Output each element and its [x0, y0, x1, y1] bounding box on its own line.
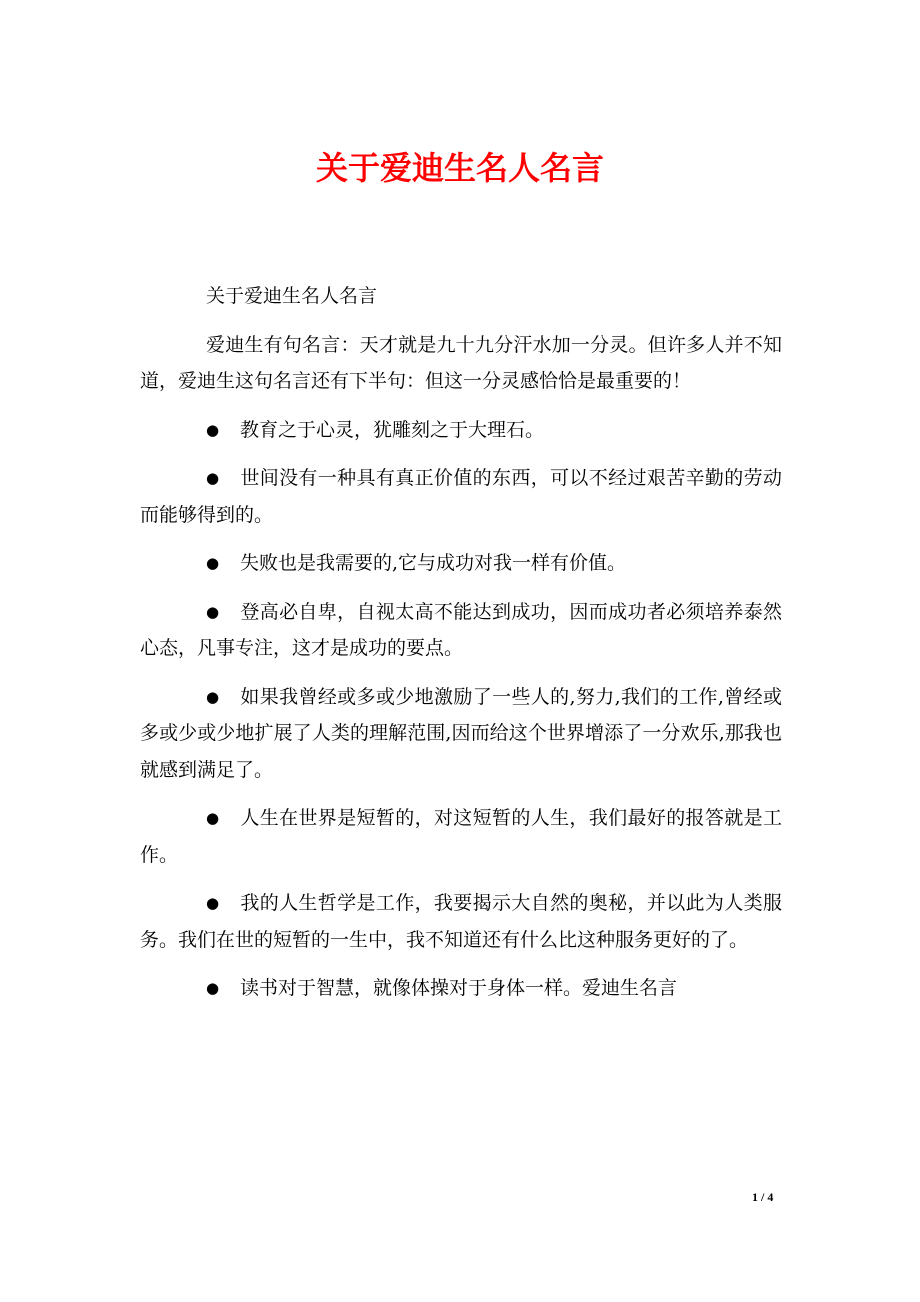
quote-item — [140, 679, 782, 789]
quote-item — [140, 545, 782, 582]
bullet-icon: ● — [206, 420, 220, 439]
quote-text: 教育之于心灵，犹雕刻之于大理石。 — [240, 418, 545, 441]
quote-item — [140, 594, 782, 667]
quote-item — [140, 970, 782, 1007]
quote-item — [140, 412, 782, 449]
bullet-icon: ● — [206, 469, 220, 487]
intro-heading: 关于爱迪生名人名言 — [206, 285, 378, 307]
quote-text: 失败也是我需要的,它与成功对我一样有价值。 — [240, 552, 627, 574]
intro-paragraph: 爱迪生有句名言：天才就是九十九分汗水加一分灵。但许多人并不知道，爱迪生这句名言还有下半句：但这一分灵感恰恰是最重要的！ — [140, 333, 782, 392]
bullet-icon: ● — [206, 687, 220, 706]
quote-text: 世间没有一种具有真正价值的东西，可以不经过艰苦辛勤的劳动而能够得到的。 — [140, 467, 782, 526]
document-title: 关于爱迪生名人名言 — [315, 149, 604, 187]
quote-text: 读书对于智慧，就像体操对于身体一样。爱迪生名言 — [240, 977, 678, 999]
quote-item — [140, 800, 782, 873]
bullet-icon: ● — [206, 554, 220, 572]
bullet-icon: ● — [206, 602, 220, 621]
bullet-icon: ● — [206, 894, 220, 912]
quote-text: 我的人生哲学是工作，我要揭示大自然的奥秘，并以此为人类服务。我们在世的短暂的一生中，我不知道还有什么比这种服务更好的了。 — [140, 892, 782, 951]
quote-text: 人生在世界是短暂的，对这短暂的人生，我们最好的报答就是工作。 — [140, 807, 782, 866]
quote-item — [140, 460, 782, 533]
bullet-icon: ● — [206, 979, 220, 997]
quote-text: 登高必自卑，自视太高不能达到成功，因而成功者必须培养泰然心态，凡事专注，这才是成功的要点。 — [140, 600, 782, 659]
bullet-icon: ● — [206, 809, 220, 827]
quote-item — [140, 885, 782, 958]
document-body — [140, 278, 782, 1019]
quote-text: 如果我曾经或多或少地激励了一些人的,努力,我们的工作,曾经或多或少或少地扩展了人类的理解范围,因而给这个世界增添了一分欢乐,那我也就感到满足了。 — [140, 685, 782, 781]
page-indicator: 1 / 4 — [752, 1190, 774, 1204]
